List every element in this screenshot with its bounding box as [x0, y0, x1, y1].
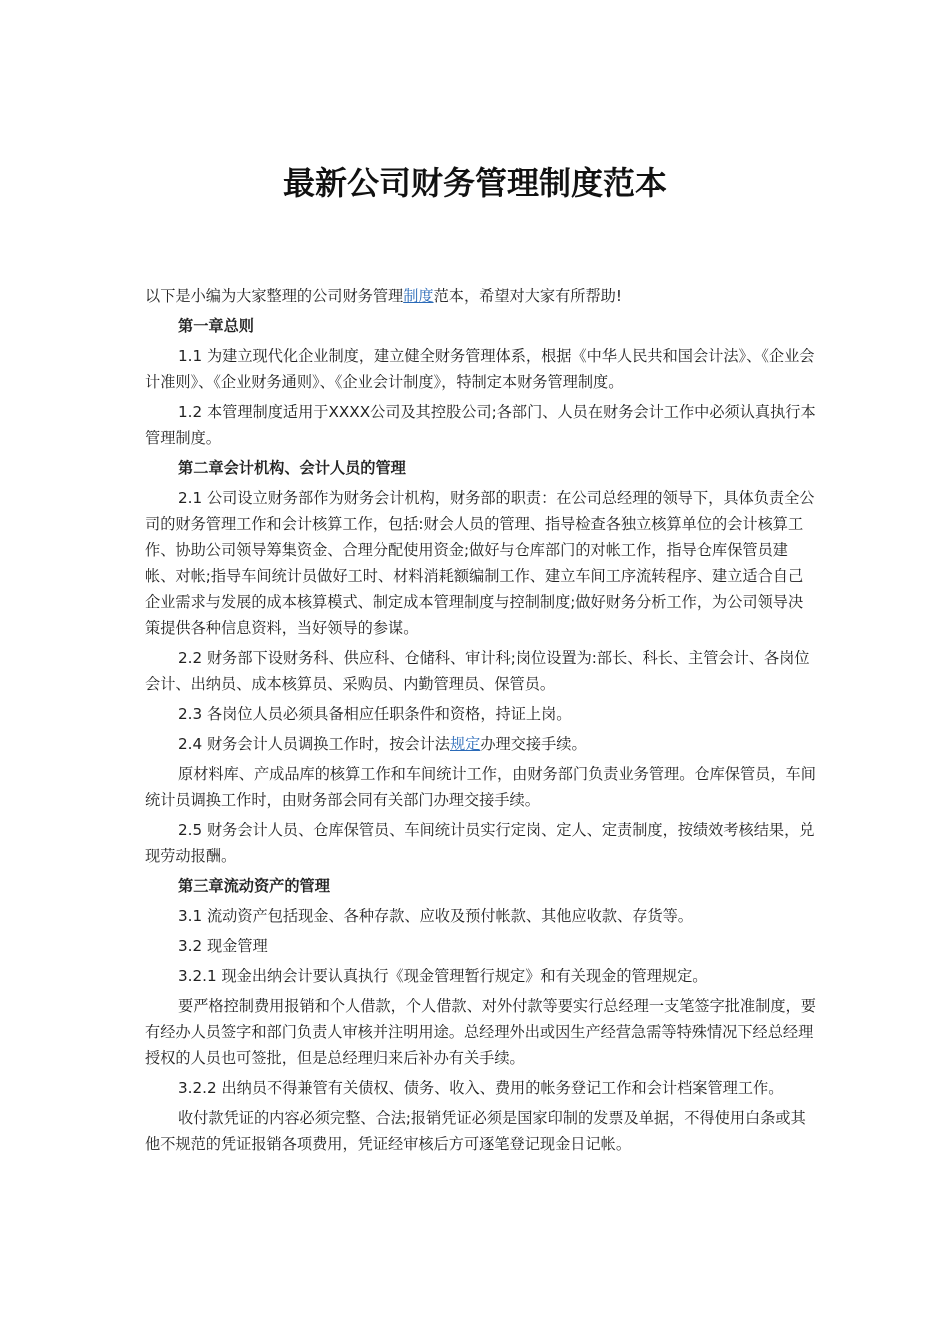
paragraph-3-2-2: 3.2.2 出纳员不得兼管有关债权、债务、收入、费用的帐务登记工作和会计档案管理工作。 [178, 1079, 784, 1097]
paragraph-2-4 [145, 731, 817, 757]
intro-text-after: 范本，希望对大家有所帮助! [433, 287, 622, 305]
paragraph-2-4-extra: 原材料库、产成品库的核算工作和车间统计工作，由财务部门负责业务管理。仓库保管员，车间统计员调换工作时，由财务部会同有关部门办理交接手续。 [145, 765, 816, 809]
chapter-1-heading: 第一章总则 [178, 317, 254, 335]
paragraph-2-4-before: 2.4 财务会计人员调换工作时，按会计法 [178, 735, 450, 753]
paragraph-2-5: 2.5 财务会计人员、仓库保管员、车间统计员实行定岗、定人、定责制度，按绩效考核结果，兑现劳动报酬。 [145, 821, 815, 865]
chapter-3-heading: 第三章流动资产的管理 [178, 877, 330, 895]
intro-link-zhidu[interactable]: 制度 [403, 287, 434, 305]
paragraph-3-2-1: 3.2.1 现金出纳会计要认真执行《现金管理暂行规定》和有关现金的管理规定。 [178, 967, 708, 985]
intro-paragraph [145, 283, 817, 309]
document-body [145, 283, 817, 1161]
paragraph-2-4-after: 办理交接手续。 [480, 735, 587, 753]
paragraph-3-2: 3.2 现金管理 [178, 937, 268, 955]
paragraph-2-4-link-guiding[interactable]: 规定 [449, 735, 481, 753]
paragraph-3-1: 3.1 流动资产包括现金、各种存款、应收及预付帐款、其他应收款、存货等。 [178, 907, 693, 925]
paragraph-1-2: 1.2 本管理制度适用于XXXX公司及其控股公司;各部门、人员在财务会计工作中必须认真执行本管理制度。 [145, 403, 816, 447]
paragraph-2-2: 2.2 财务部下设财务科、供应科、仓储科、审计科;岗位设置为:部长、科长、主管会计、各岗位会计、出纳员、成本核算员、采购员、内勤管理员、保管员。 [145, 649, 810, 693]
document-title: 最新公司财务管理制度范本 [282, 164, 667, 202]
paragraph-2-1: 2.1 公司设立财务部作为财务会计机构，财务部的职责：在公司总经理的领导下，具体负责全公司的财务管理工作和会计核算工作，包括:财会人员的管理、指导检查各独立核算单位的会计核算工作、协助公司领导筹集资金、合理分配使用资金;做好与仓库部门的对帐工作，指导仓库保管员建帐、对帐;指导车间统计员做好工时、材料消耗额编制工作、建立车间工序流转程序、建立适合自己企业需求与发展的成本核算模式、制定成本管理制度与控制制度;做好财务分析工作，为公司领导决策提供各种信息资料，当好领导的参谋。 [145, 489, 815, 637]
paragraph-3-2-1-extra: 要严格控制费用报销和个人借款，个人借款、对外付款等要实行总经理一支笔签字批准制度，要有经办人员签字和部门负责人审核并注明用途。总经理外出或因生产经营急需等特殊情况下经总经理授权的人员也可签批，但是总经理归来后补办有关手续。 [145, 997, 816, 1067]
paragraph-3-2-2-extra: 收付款凭证的内容必须完整、合法;报销凭证必须是国家印制的发票及单据，不得使用白条或其他不规范的凭证报销各项费用，凭证经审核后方可逐笔登记现金日记帐。 [145, 1109, 806, 1153]
intro-text-before: 以下是小编为大家整理的公司财务管理 [145, 287, 404, 305]
paragraph-2-3: 2.3 各岗位人员必须具备相应任职条件和资格，持证上岗。 [178, 705, 572, 723]
chapter-2-heading: 第二章会计机构、会计人员的管理 [178, 459, 406, 477]
paragraph-1-1: 1.1 为建立现代化企业制度，建立健全财务管理体系，根据《中华人民共和国会计法》、《企业会计准则》、《企业财务通则》、《企业会计制度》，特制定本财务管理制度。 [145, 347, 815, 391]
